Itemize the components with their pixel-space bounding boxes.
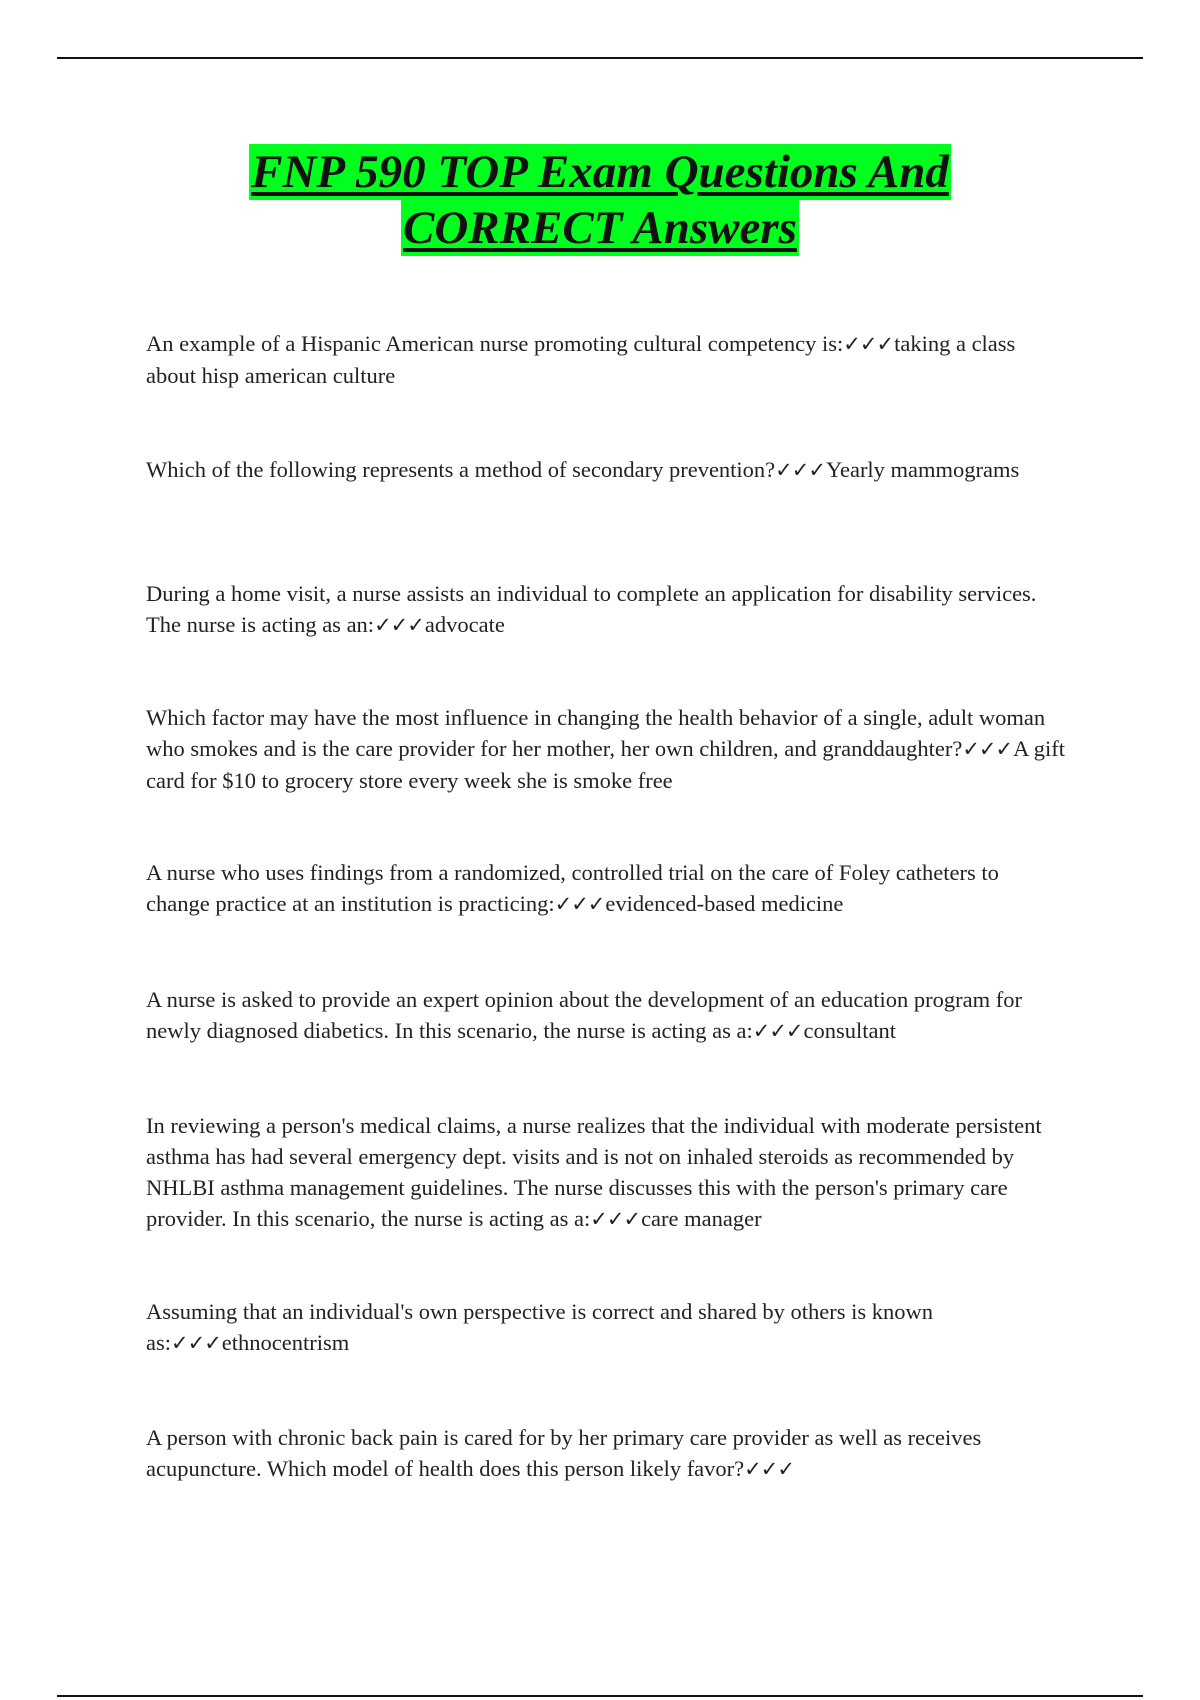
qa-item-4 — [146, 702, 1066, 796]
checkmark-icon: ✓✓✓ — [554, 892, 605, 916]
qa-item-6 — [146, 984, 1066, 1047]
bottom-rule — [57, 1695, 1143, 1697]
checkmark-icon: ✓✓✓ — [962, 737, 1013, 761]
question-text: Assuming that an individual's own perspective is correct and shared by others is known as: — [146, 1299, 934, 1355]
top-rule — [57, 57, 1143, 59]
checkmark-icon: ✓✓✓ — [843, 332, 894, 356]
answer-text: consultant — [803, 1018, 896, 1043]
answer-text: ethnocentrism — [221, 1330, 350, 1355]
answer-text: Yearly mammograms — [825, 457, 1020, 482]
qa-item-9 — [146, 1422, 1066, 1485]
question-text: During a home visit, a nurse assists an individual to complete an application for disability services. The nurse is acting as an: — [146, 581, 1037, 637]
question-text: Which of the following represents a method of secondary prevention? — [146, 457, 776, 482]
answer-text: A gift card for $10 to grocery store every week she is smoke free — [146, 736, 1066, 793]
title-line-2: CORRECT Answers — [403, 202, 797, 254]
qa-item-1 — [146, 328, 1066, 391]
qa-item-7 — [146, 1110, 1066, 1235]
checkmark-icon: ✓✓✓ — [744, 1457, 794, 1481]
checkmark-icon: ✓✓✓ — [374, 613, 424, 637]
question-text: In reviewing a person's medical claims, a nurse realizes that the individual with moderate persistent asthma has had several emergency dept. visits and is not on inhaled steroids as recommended by NHLBI asthma management guidelines. The nurse discusses this with the person's primary care provider. In this scenario, the nurse is acting as a: — [146, 1113, 1042, 1231]
question-text: A nurse is asked to provide an expert opinion about the development of an education program for newly diagnosed diabetics. In this scenario, the nurse is acting as a: — [146, 987, 1023, 1043]
checkmark-icon: ✓✓✓ — [752, 1019, 803, 1043]
qa-item-5 — [146, 857, 1066, 920]
qa-item-8 — [146, 1296, 1066, 1359]
answer-text: advocate — [424, 612, 505, 637]
question-text: An example of a Hispanic American nurse promoting cultural competency is: — [146, 331, 844, 356]
question-text: A nurse who uses findings from a randomized, controlled trial on the care of Foley catheters to change practice at an institution is practicing: — [146, 860, 999, 916]
checkmark-icon: ✓✓✓ — [171, 1331, 221, 1355]
checkmark-icon: ✓✓✓ — [775, 458, 825, 482]
answer-text: evidenced-based medicine — [605, 891, 844, 916]
qa-item-2 — [146, 454, 1066, 486]
qa-item-3 — [146, 578, 1066, 641]
answer-text: care manager — [641, 1206, 762, 1231]
document-title — [0, 144, 1200, 256]
title-line-1: FNP 590 TOP Exam Questions And — [251, 146, 949, 198]
question-text: A person with chronic back pain is cared for by her primary care provider as well as receives acupuncture. Which model of health does this person likely favor? — [146, 1425, 982, 1481]
answer-text: taking a class about hisp american culture — [146, 331, 1016, 388]
question-text: Which factor may have the most influence in changing the health behavior of a single, adult woman who smokes and is the care provider for her mother, her own children, and granddaughter? — [146, 705, 1046, 761]
checkmark-icon: ✓✓✓ — [590, 1207, 641, 1231]
